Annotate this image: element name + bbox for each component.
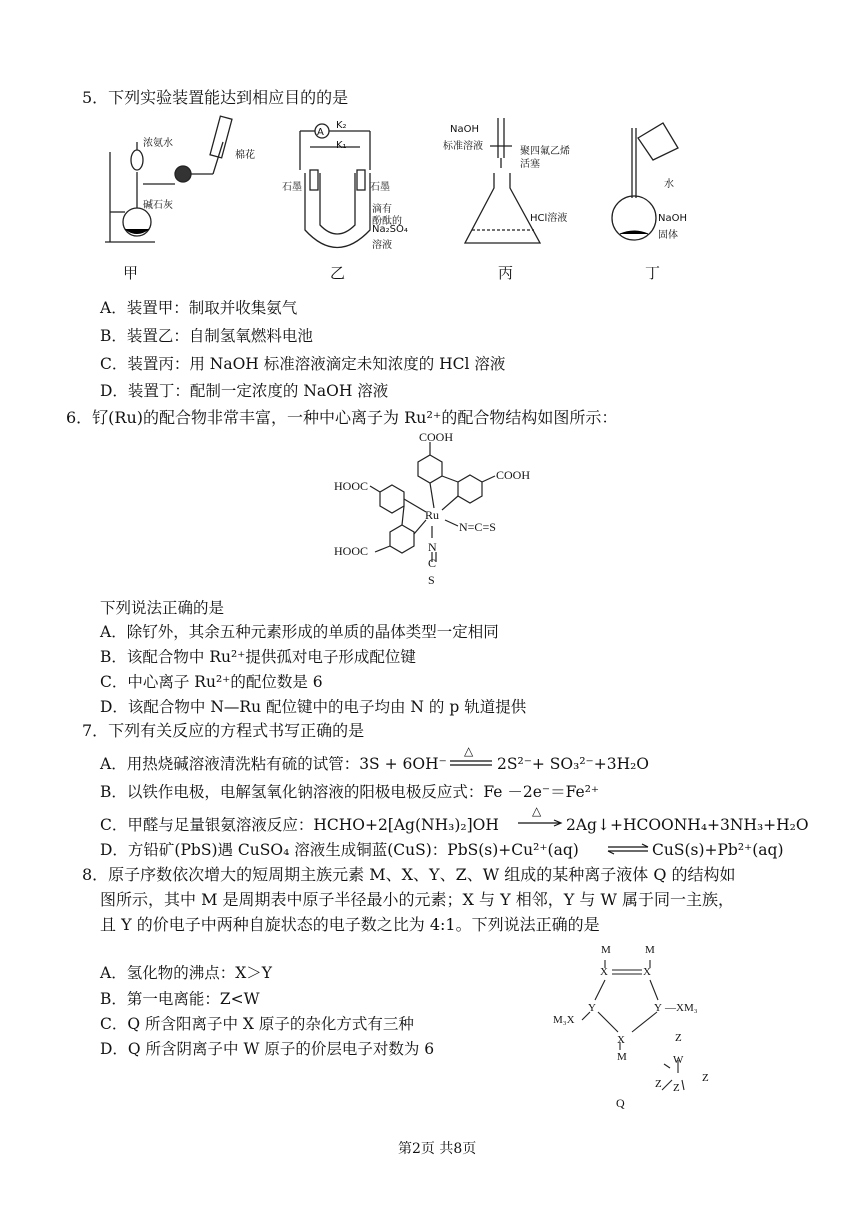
jia-label-ammonia: 浓氨水 <box>143 138 173 149</box>
yi-sol-3: Na₂SO₄ <box>372 224 408 235</box>
struct-cooh-top: COOH <box>419 430 454 444</box>
bing-hcl: HCl溶液 <box>530 213 568 224</box>
apparatus-jia-label: 甲 <box>123 264 139 282</box>
q8-structure-lines <box>560 940 720 1100</box>
q6-stem: 6．钌(Ru)的配合物非常丰富，一种中心离子为 Ru²⁺的配合物结构如图所示： <box>66 408 618 427</box>
q8-y1: Y <box>588 1002 596 1014</box>
apparatus-jia-figure <box>95 112 265 247</box>
q8-m3x: M₃X <box>553 1014 575 1026</box>
q8-stem-line2: 图所示，其中 M 是周期表中原子半径最小的元素；X 与 Y 相邻，Y 与 W 属于同一主族， <box>100 890 735 909</box>
q8-w: W <box>673 1054 684 1066</box>
q5-stem: 5．下列实验装置能达到相应目的的是 <box>82 88 349 107</box>
struct-ru: Ru <box>425 508 440 522</box>
q6-lead: 下列说法正确的是 <box>100 599 225 617</box>
q8-option-b: B．第一电离能：Z<W <box>100 990 260 1008</box>
q6-option-a: A．除钌外，其余五种元素形成的单质的晶体类型一定相同 <box>100 623 499 641</box>
bing-naoh: NaOH <box>450 124 479 135</box>
struct-hooc-left-bot: HOOC <box>334 544 369 558</box>
struct-n-bottom: N <box>428 540 437 554</box>
struct-cooh-right: COOH <box>496 468 531 482</box>
q8-z2: Z <box>655 1078 662 1090</box>
yi-ammeter: A <box>317 127 324 138</box>
q5-option-d: D．装置丁：配制一定浓度的 NaOH 溶液 <box>100 382 389 400</box>
apparatus-yi-label: 乙 <box>330 264 346 282</box>
yi-graphite-right: 石墨 <box>370 182 390 193</box>
q8-z1: Z <box>675 1032 682 1044</box>
q7-a-heat-sign: △ <box>464 744 474 758</box>
struct-hooc-left-top: HOOC <box>334 479 369 493</box>
ding-naoh: NaOH <box>658 213 687 224</box>
q5-option-a: A．装置甲：制取并收集氨气 <box>100 299 298 317</box>
ding-solid: 固体 <box>658 230 678 241</box>
q5-option-c: C．装置丙：用 NaOH 标准溶液滴定未知浓度的 HCl 溶液 <box>100 355 506 373</box>
q7-option-c-post: 2Ag↓+HCOONH₄+3NH₃+H₂O <box>566 816 809 834</box>
yi-k1: K₁ <box>336 140 347 151</box>
jia-label-cotton: 棉花 <box>235 150 255 161</box>
struct-s-bottom: S <box>428 573 435 587</box>
q8-option-d: D．Q 所含阴离子中 W 原子的价层电子对数为 6 <box>100 1040 435 1058</box>
q8-option-c: C．Q 所含阳离子中 X 原子的杂化方式有三种 <box>100 1015 414 1033</box>
struct-ncs-right: N=C=S <box>459 520 496 534</box>
q8-y2: Y <box>654 1002 662 1014</box>
page-footer: 第2页 共8页 <box>398 1141 477 1157</box>
q5-option-b: B．装置乙：自制氢氧燃料电池 <box>100 327 313 345</box>
q7-a-equal-sign <box>448 758 494 768</box>
q7-option-d-pre: D．方铅矿(PbS)遇 CuSO₄ 溶液生成铜蓝(CuS)：PbS(s)+Cu²⁺(aq) <box>100 841 579 859</box>
q8-xm3: —XM₃ <box>665 1002 698 1014</box>
yi-sol-2: 酚酞的 <box>372 216 402 227</box>
q8-x1: X <box>600 966 608 978</box>
q8-z3: Z <box>673 1082 680 1094</box>
apparatus-ding-label: 丁 <box>645 264 661 282</box>
q7-stem: 7．下列有关反应的方程式书写正确的是 <box>82 721 365 740</box>
q7-c-arrow <box>516 818 564 828</box>
ru-complex-structure <box>330 430 550 590</box>
bing-ptfe: 聚四氟乙烯 <box>520 146 570 157</box>
q7-option-a-post: 2S²⁻+ SO₃²⁻+3H₂O <box>497 755 650 773</box>
q7-option-a-pre: A．用热烧碱溶液清洗粘有硫的试管：3S + 6OH⁻ <box>100 755 447 773</box>
q7-d-equilibrium-arrow <box>606 843 650 855</box>
q8-stem-line1: 8．原子序数依次增大的短周期主族元素 M、X、Y、Z、W 组成的某种离子液体 Q 的结构如 <box>82 865 736 884</box>
q8-m1: M <box>601 944 611 956</box>
jia-label-sodalime: 碱石灰 <box>143 200 173 211</box>
q8-x2: X <box>643 966 651 978</box>
yi-sol-4: 溶液 <box>372 240 392 251</box>
q6-option-c: C．中心离子 Ru²⁺的配位数是 6 <box>100 673 323 691</box>
struct-c-bottom: C <box>428 556 437 570</box>
q8-q-label: Q <box>616 1096 625 1110</box>
apparatus-ding-figure <box>608 118 698 250</box>
q7-option-c-pre: C．甲醛与足量银氨溶液反应：HCHO+2[Ag(NH₃)₂]OH <box>100 816 499 834</box>
yi-sol-1: 滴有 <box>372 204 392 215</box>
ding-water: 水 <box>664 179 674 190</box>
q8-m3: M <box>617 1051 627 1063</box>
bing-standard: 标准溶液 <box>443 141 483 152</box>
bing-stopcock: 活塞 <box>520 159 540 170</box>
q7-option-b: B．以铁作电极，电解氢氧化钠溶液的阳极电极反应式：Fe －2e⁻＝Fe²⁺ <box>100 783 600 801</box>
q6-option-b: B．该配合物中 Ru²⁺提供孤对电子形成配位键 <box>100 648 416 666</box>
q8-x3: X <box>617 1034 625 1046</box>
q7-option-d-post: CuS(s)+Pb²⁺(aq) <box>652 841 784 859</box>
q6-option-d: D．该配合物中 N—Ru 配位键中的电子均由 N 的 p 轨道提供 <box>100 698 527 716</box>
yi-k2: K₂ <box>336 120 347 131</box>
q7-c-heat-sign: △ <box>532 804 542 818</box>
q8-m2: M <box>645 944 655 956</box>
q8-z4: Z <box>702 1072 709 1084</box>
q8-stem-line3: 且 Y 的价电子中两种自旋状态的电子数之比为 4:1。下列说法正确的是 <box>100 915 600 934</box>
yi-graphite-left: 石墨 <box>282 182 302 193</box>
q8-option-a: A．氢化物的沸点：X＞Y <box>100 964 272 982</box>
apparatus-bing-label: 丙 <box>498 264 514 282</box>
